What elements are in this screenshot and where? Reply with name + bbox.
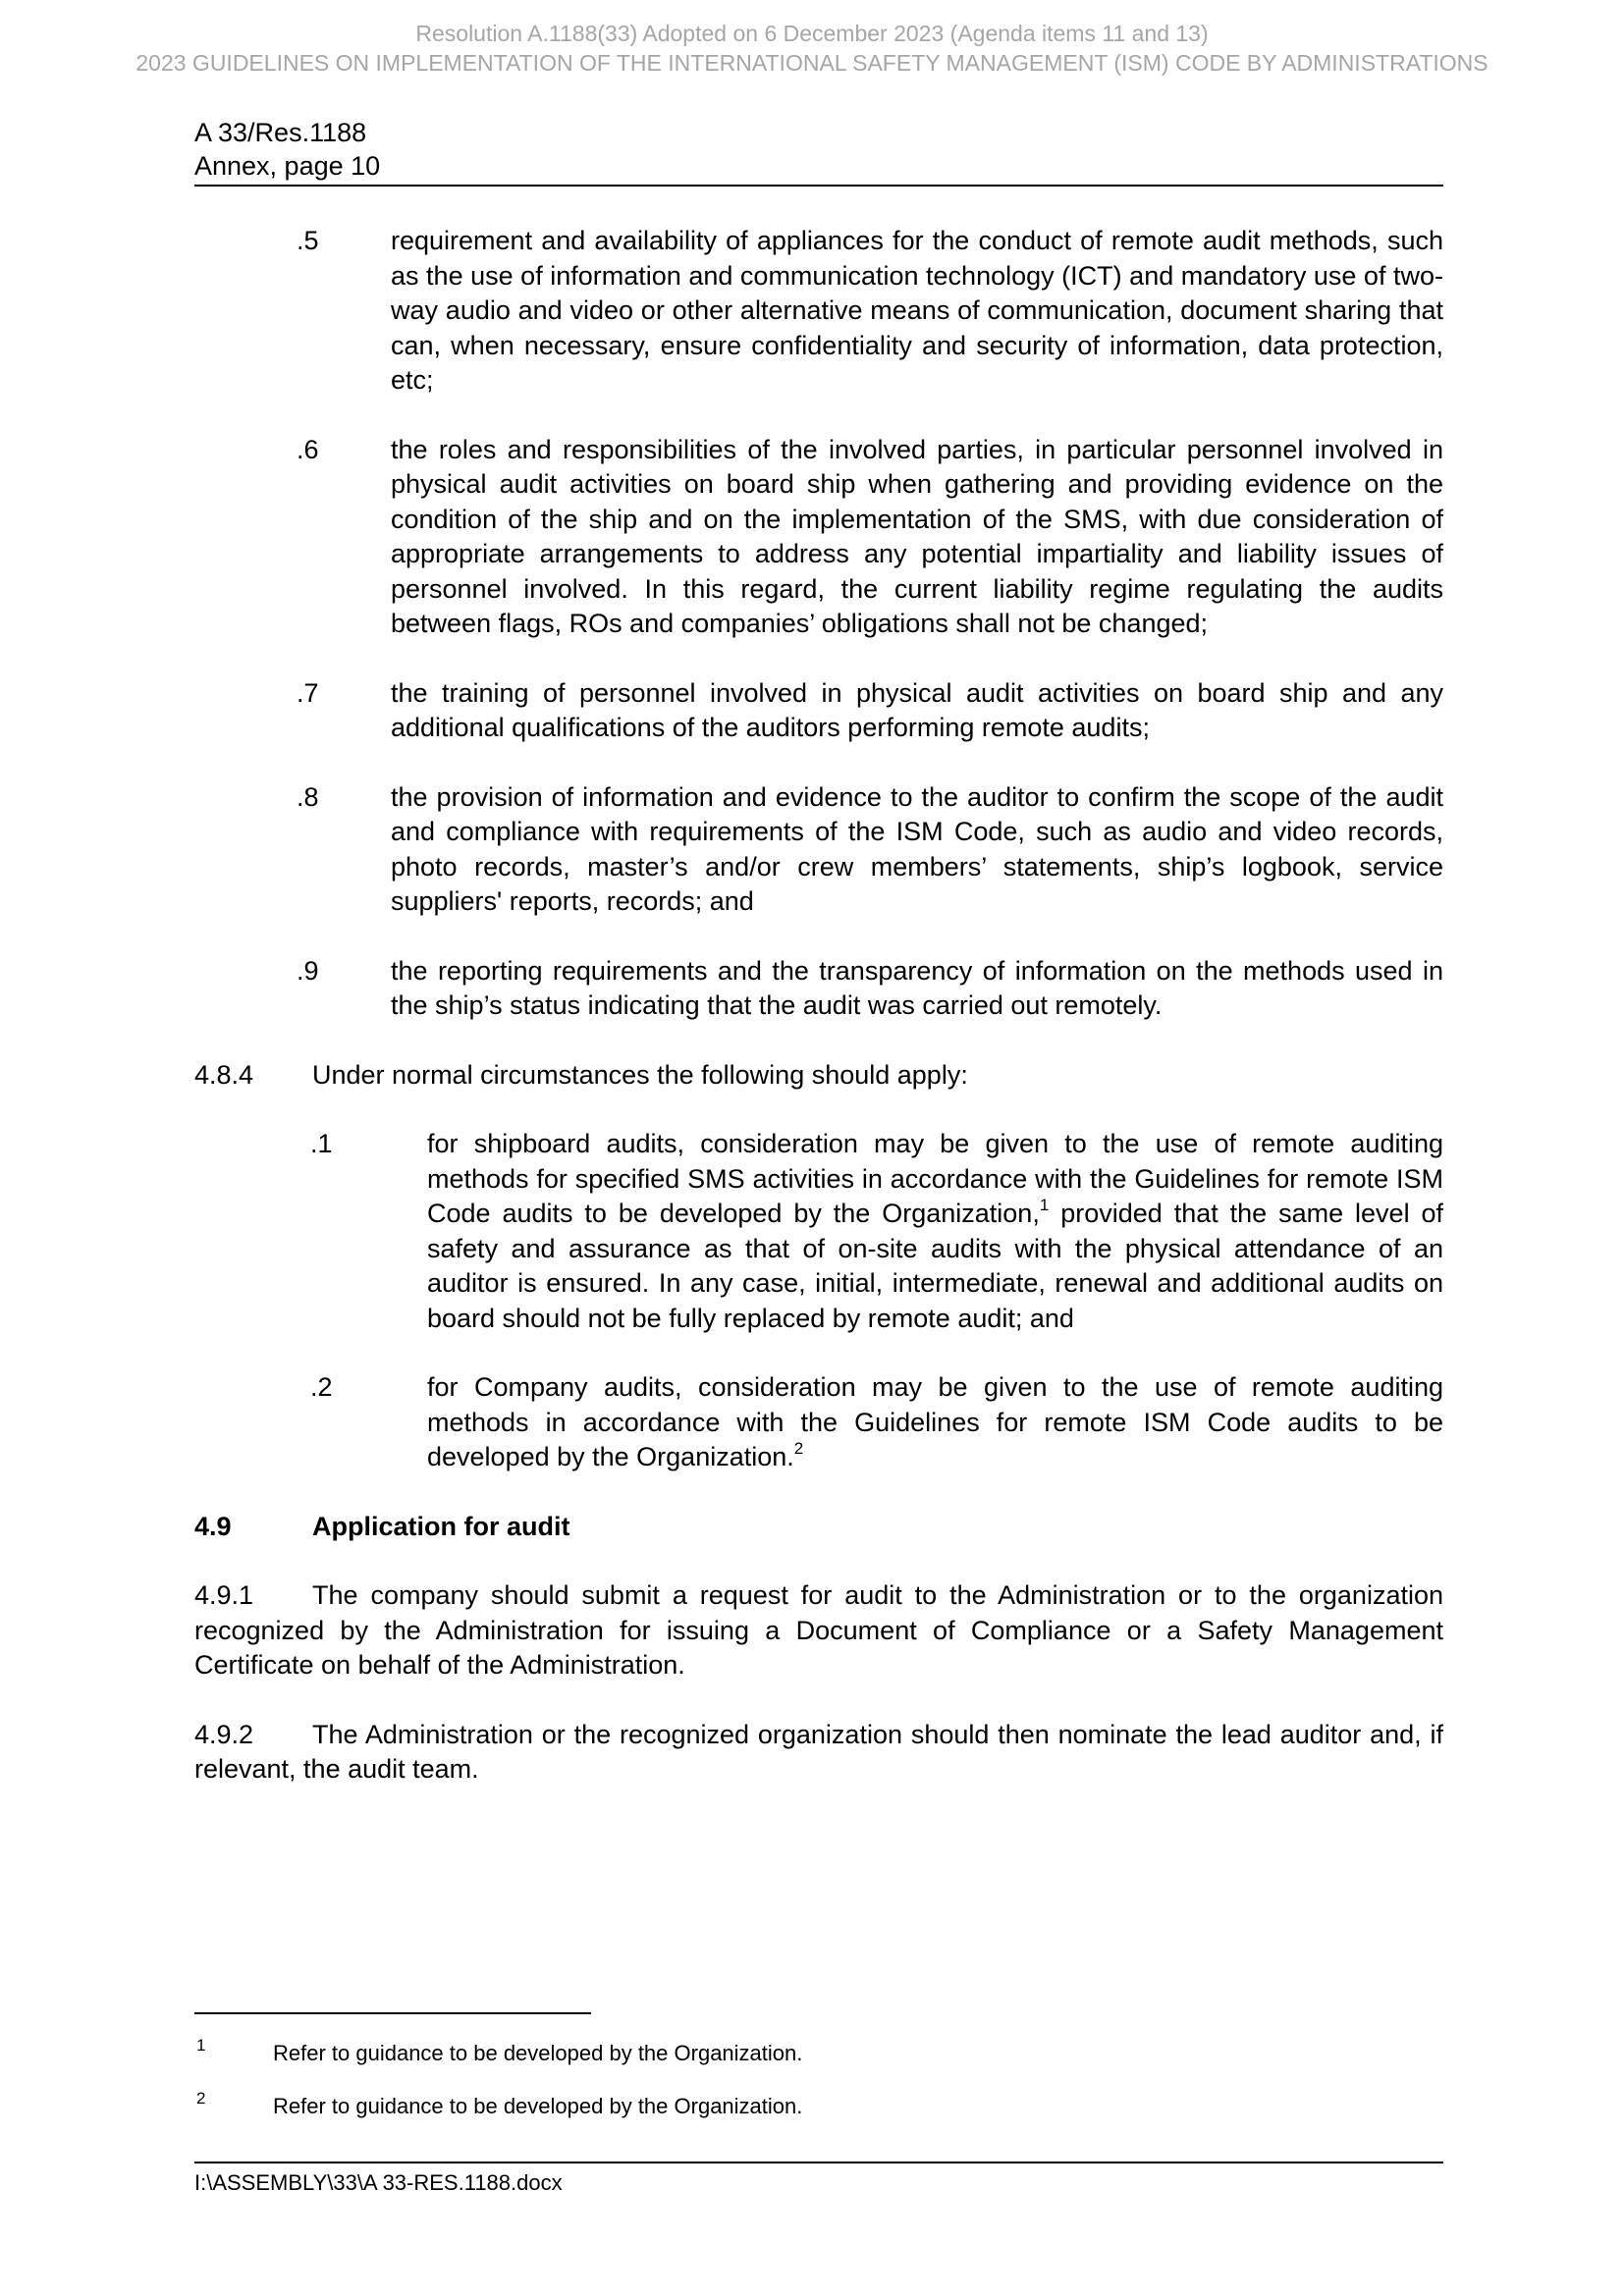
list-item-number: .7 <box>297 677 319 708</box>
paragraph-4-8-4 <box>194 1058 1443 1094</box>
footnote-text: Refer to guidance to be developed by the Organization. <box>273 2041 803 2065</box>
section-number: 4.9 <box>194 1511 232 1541</box>
list-item <box>194 433 1443 642</box>
page-label: Annex, page 10 <box>194 151 381 181</box>
sub-list-item-text-part: for shipboard audits, consideration may be given to the use of remote auditing methods for specified SMS activities in accordance with the Guidelines for remote ISM Code audits to be developed by the Organization, <box>427 1129 1443 1228</box>
section-title: Application for audit <box>312 1511 570 1541</box>
list-item-text: the reporting requirements and the transparency of information on the methods used in the ship’s status indicating that the audit was carried out remotely. <box>391 955 1443 1020</box>
list-item-text: the provision of information and evidence to the auditor to confirm the scope of the audit and compliance with requirements of the ISM Code, such as audio and video records, photo records, master’s and/or crew members’ statements, ship’s logbook, service suppliers' reports, records; and <box>391 781 1443 916</box>
footer-file-path: I:\ASSEMBLY\33\A 33-RES.1188.docx <box>194 2170 563 2195</box>
sub-list-item <box>194 1127 1443 1336</box>
document-reference: A 33/Res.1188 <box>194 118 367 147</box>
sub-list-item-number: .2 <box>310 1372 333 1402</box>
list-item-number: .8 <box>297 781 319 812</box>
section-heading <box>194 1510 1443 1545</box>
watermark-resolution-line: Resolution A.1188(33) Adopted on 6 December 2023 (Agenda items 11 and 13) <box>415 21 1209 46</box>
list-item-text: the training of personnel involved in physical audit activities on board ship and any additional qualifications of the auditors performing remote audits; <box>391 677 1443 742</box>
list-item <box>194 224 1443 399</box>
sub-list-item-text <box>427 1127 1443 1336</box>
paragraph-text: The company should submit a request for audit to the Administration or to the organization recognized by the Administration for issuing a Document of Compliance or a Safety Management Certificate on behalf of the Administration. <box>194 1580 1443 1680</box>
page-header <box>194 116 1443 187</box>
paragraph-text: Under normal circumstances the following should apply: <box>312 1059 968 1090</box>
document-body <box>194 224 1443 1822</box>
watermark-title-line: 2023 GUIDELINES ON IMPLEMENTATION OF THE INTERNATIONAL SAFETY MANAGEMENT (ISM) CODE BY ADMINISTRATIONS <box>135 50 1489 76</box>
paragraph-number: 4.8.4 <box>194 1059 254 1090</box>
paragraph-number: 4.9.2 <box>194 1719 254 1749</box>
sub-list-item-number: .1 <box>310 1129 333 1158</box>
paragraph-number: 4.9.1 <box>194 1580 254 1610</box>
footnote-text: Refer to guidance to be developed by the Organization. <box>273 2094 803 2118</box>
sub-list-item <box>194 1370 1443 1475</box>
paragraph-text: The Administration or the recognized organization should then nominate the lead auditor and, if relevant, the audit team. <box>194 1719 1443 1784</box>
list-item <box>194 676 1443 746</box>
sub-list-item-text-part: for Company audits, consideration may be given to the use of remote auditing methods in accordance with the Guidelines for remote ISM Code audits to be developed by the Organization. <box>427 1372 1443 1471</box>
footer-separator <box>194 2162 1443 2163</box>
paragraph-4-9-2 <box>194 1718 1443 1788</box>
list-item-text: requirement and availability of appliances for the conduct of remote audit methods, such as the use of information and communication technology (ICT) and mandatory use of two-way audio and video or other alternative means of communication, document sharing that can, when necessary, ensure confidentiality and security of information, data protection, etc; <box>391 226 1443 395</box>
sub-list-item-text-part: provided that the same level of safety and assurance as that of on-site audits with the physical attendance of an auditor is ensured. In any case, initial, intermediate, renewal and additional audits on board should not be fully replaced by remote audit; and <box>427 1199 1444 1333</box>
footnote-reference[interactable]: 1 <box>1039 1196 1050 1214</box>
list-item-number: .9 <box>297 955 319 986</box>
paragraph-4-9-1 <box>194 1578 1443 1683</box>
list-item-number: .5 <box>297 226 319 255</box>
list-item <box>194 954 1443 1024</box>
footnote-reference[interactable]: 2 <box>793 1439 804 1458</box>
list-item <box>194 780 1443 920</box>
list-item-number: .6 <box>297 434 319 464</box>
footnote-number: 2 <box>196 2089 206 2108</box>
footnote-separator <box>194 2012 591 2014</box>
footnote-number: 1 <box>196 2036 206 2055</box>
sub-list-item-text <box>427 1370 1443 1475</box>
list-item-text: the roles and responsibilities of the involved parties, in particular personnel involved in physical audit activities on board ship when gathering and providing evidence on the condition of the ship and on the implementation of the SMS, with due consideration of appropriate arrangements to address any potential impartiality and liability issues of personnel involved. In this regard, the current liability regime regulating the audits between flags, ROs and companies’ obligations shall not be changed; <box>391 434 1443 638</box>
